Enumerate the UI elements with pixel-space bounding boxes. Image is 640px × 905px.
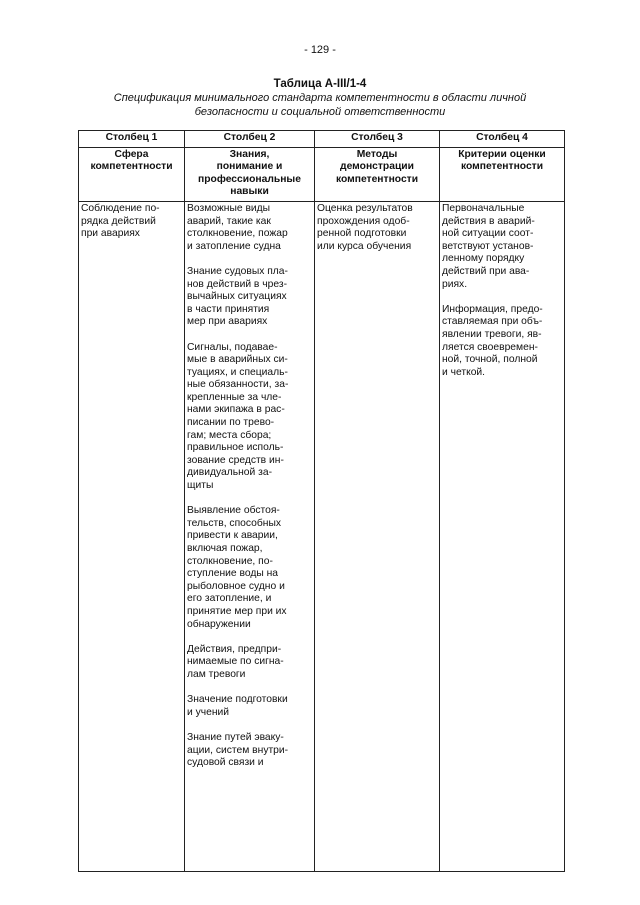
text-line: столкновение, по- bbox=[187, 555, 273, 567]
knowledge-cell bbox=[185, 201, 315, 871]
text-line: обнаружении bbox=[187, 618, 251, 630]
table-subtitle-line: безопасности и социальной ответственности bbox=[194, 106, 446, 118]
text-line: ветствуют установ- bbox=[442, 240, 534, 252]
text-line: ной ситуации соот- bbox=[442, 228, 534, 240]
header-line: компетентности bbox=[90, 161, 173, 173]
text-line: Знание путей эваку- bbox=[187, 731, 284, 743]
header-methods bbox=[315, 147, 440, 201]
header-line: Критерии оценки bbox=[458, 148, 546, 160]
text-line: писании по трево- bbox=[187, 417, 275, 429]
knowledge-paragraph bbox=[187, 203, 312, 253]
column-number-row bbox=[79, 131, 565, 148]
header-line: понимание и bbox=[216, 161, 283, 173]
text-line: нимаемые по сигна- bbox=[187, 656, 284, 668]
text-line: и учений bbox=[187, 706, 230, 718]
text-line: столкновение, пожар bbox=[187, 228, 288, 240]
criteria-paragraph bbox=[442, 304, 562, 380]
table-row bbox=[79, 201, 565, 871]
header-line: навыки bbox=[230, 186, 269, 198]
text-line: ной, точной, полной bbox=[442, 354, 538, 366]
text-line: щиты bbox=[187, 480, 214, 492]
header-line: компетентности bbox=[335, 173, 419, 185]
text-line: тельств, способных bbox=[187, 517, 281, 529]
text-line: Выявление обстоя- bbox=[187, 505, 280, 517]
knowledge-paragraph bbox=[187, 266, 312, 329]
table-subtitle bbox=[60, 91, 580, 119]
text-line: нами экипажа в рас- bbox=[187, 404, 285, 416]
header-competence bbox=[79, 147, 185, 201]
text-line: в части принятия bbox=[187, 303, 270, 315]
methods-cell bbox=[315, 201, 440, 871]
text-line: зование средств ин- bbox=[187, 454, 284, 466]
text-line: принятие мер при их bbox=[187, 605, 287, 617]
table-subtitle-line: Спецификация минимального стандарта компетентности в области личной bbox=[113, 92, 527, 104]
text-line: Информация, предо- bbox=[442, 303, 543, 315]
text-line: ренной подготовки bbox=[317, 228, 407, 240]
text-line: лам тревоги bbox=[187, 668, 246, 680]
methods-paragraph bbox=[317, 203, 437, 253]
text-line: крепленные за чле- bbox=[187, 391, 282, 403]
page-number: - 129 - bbox=[304, 44, 336, 56]
text-line: действий при ава- bbox=[442, 265, 530, 277]
text-line: ации, систем внутри- bbox=[187, 744, 289, 756]
criteria-cell bbox=[440, 201, 565, 871]
competence-cell bbox=[79, 201, 185, 871]
text-line: дивидуальной за- bbox=[187, 467, 273, 479]
header-criteria bbox=[440, 147, 565, 201]
text-line: действия в аварий- bbox=[442, 215, 535, 227]
header-line: Сфера bbox=[114, 148, 149, 160]
text-line: включая пожар, bbox=[187, 543, 263, 554]
knowledge-paragraph bbox=[187, 505, 312, 631]
competence-table bbox=[78, 130, 565, 872]
text-line: Соблюдение по- bbox=[81, 202, 160, 214]
header-knowledge bbox=[185, 147, 315, 201]
text-line: или курса обучения bbox=[317, 240, 412, 252]
text-line: Значение подготовки bbox=[187, 694, 288, 706]
text-line: при авариях bbox=[81, 228, 140, 240]
column-number: Столбец 4 bbox=[440, 131, 565, 148]
text-line: гам; места сбора; bbox=[187, 429, 272, 441]
table-title: Таблица A-III/1-4 bbox=[273, 78, 367, 90]
text-line: ляется своевремен- bbox=[442, 341, 538, 353]
text-line: вычайных ситуациях bbox=[187, 291, 287, 303]
text-line: аварий, такие как bbox=[187, 215, 271, 227]
text-line: Сигналы, подавае- bbox=[187, 341, 278, 353]
text-line: Оценка результатов bbox=[317, 202, 413, 214]
text-line: туациях, и специаль- bbox=[187, 366, 288, 378]
text-line: рыболовное судно и bbox=[187, 580, 285, 592]
text-line: ставляемая при объ- bbox=[442, 316, 543, 328]
header-line: демонстрации bbox=[340, 161, 414, 173]
header-line: профессиональные bbox=[198, 173, 301, 185]
text-line: нов действий в чрез- bbox=[187, 278, 288, 290]
text-line: и затопление судна bbox=[187, 240, 281, 252]
column-header-row bbox=[79, 147, 565, 201]
text-line: Возможные виды bbox=[187, 202, 271, 214]
text-line: ленному порядку bbox=[442, 253, 525, 265]
header-line: Методы bbox=[356, 148, 398, 160]
text-line: правильное исполь- bbox=[187, 442, 284, 454]
text-line: ступление воды на bbox=[187, 568, 279, 580]
knowledge-paragraph bbox=[187, 694, 312, 719]
text-line: прохождения одоб- bbox=[317, 215, 410, 227]
text-line: мер при авариях bbox=[187, 316, 268, 328]
knowledge-paragraph bbox=[187, 342, 312, 493]
column-number: Столбец 1 bbox=[79, 131, 185, 148]
competence-paragraph bbox=[81, 203, 182, 241]
text-line: рядка действий bbox=[81, 215, 156, 227]
knowledge-paragraph bbox=[187, 732, 312, 770]
text-line: явлении тревоги, яв- bbox=[442, 328, 542, 340]
text-line: Действия, предпри- bbox=[187, 643, 282, 655]
text-line: Первоначальные bbox=[442, 202, 525, 214]
header-line: компетентности bbox=[460, 161, 544, 173]
text-line: и четкой. bbox=[442, 366, 486, 378]
column-number: Столбец 3 bbox=[315, 131, 440, 148]
column-number: Столбец 2 bbox=[185, 131, 315, 148]
text-line: привести к аварии, bbox=[187, 530, 278, 542]
text-line: ные обязанности, за- bbox=[187, 379, 289, 391]
text-line: мые в аварийных си- bbox=[187, 354, 288, 366]
knowledge-paragraph bbox=[187, 644, 312, 682]
text-line: Знание судовых пла- bbox=[187, 265, 288, 277]
criteria-paragraph bbox=[442, 203, 562, 291]
text-line: его затопление, и bbox=[187, 593, 272, 605]
text-line: риях. bbox=[442, 278, 468, 290]
text-line: судовой связи и bbox=[187, 757, 264, 769]
header-line: Знания, bbox=[229, 148, 270, 160]
